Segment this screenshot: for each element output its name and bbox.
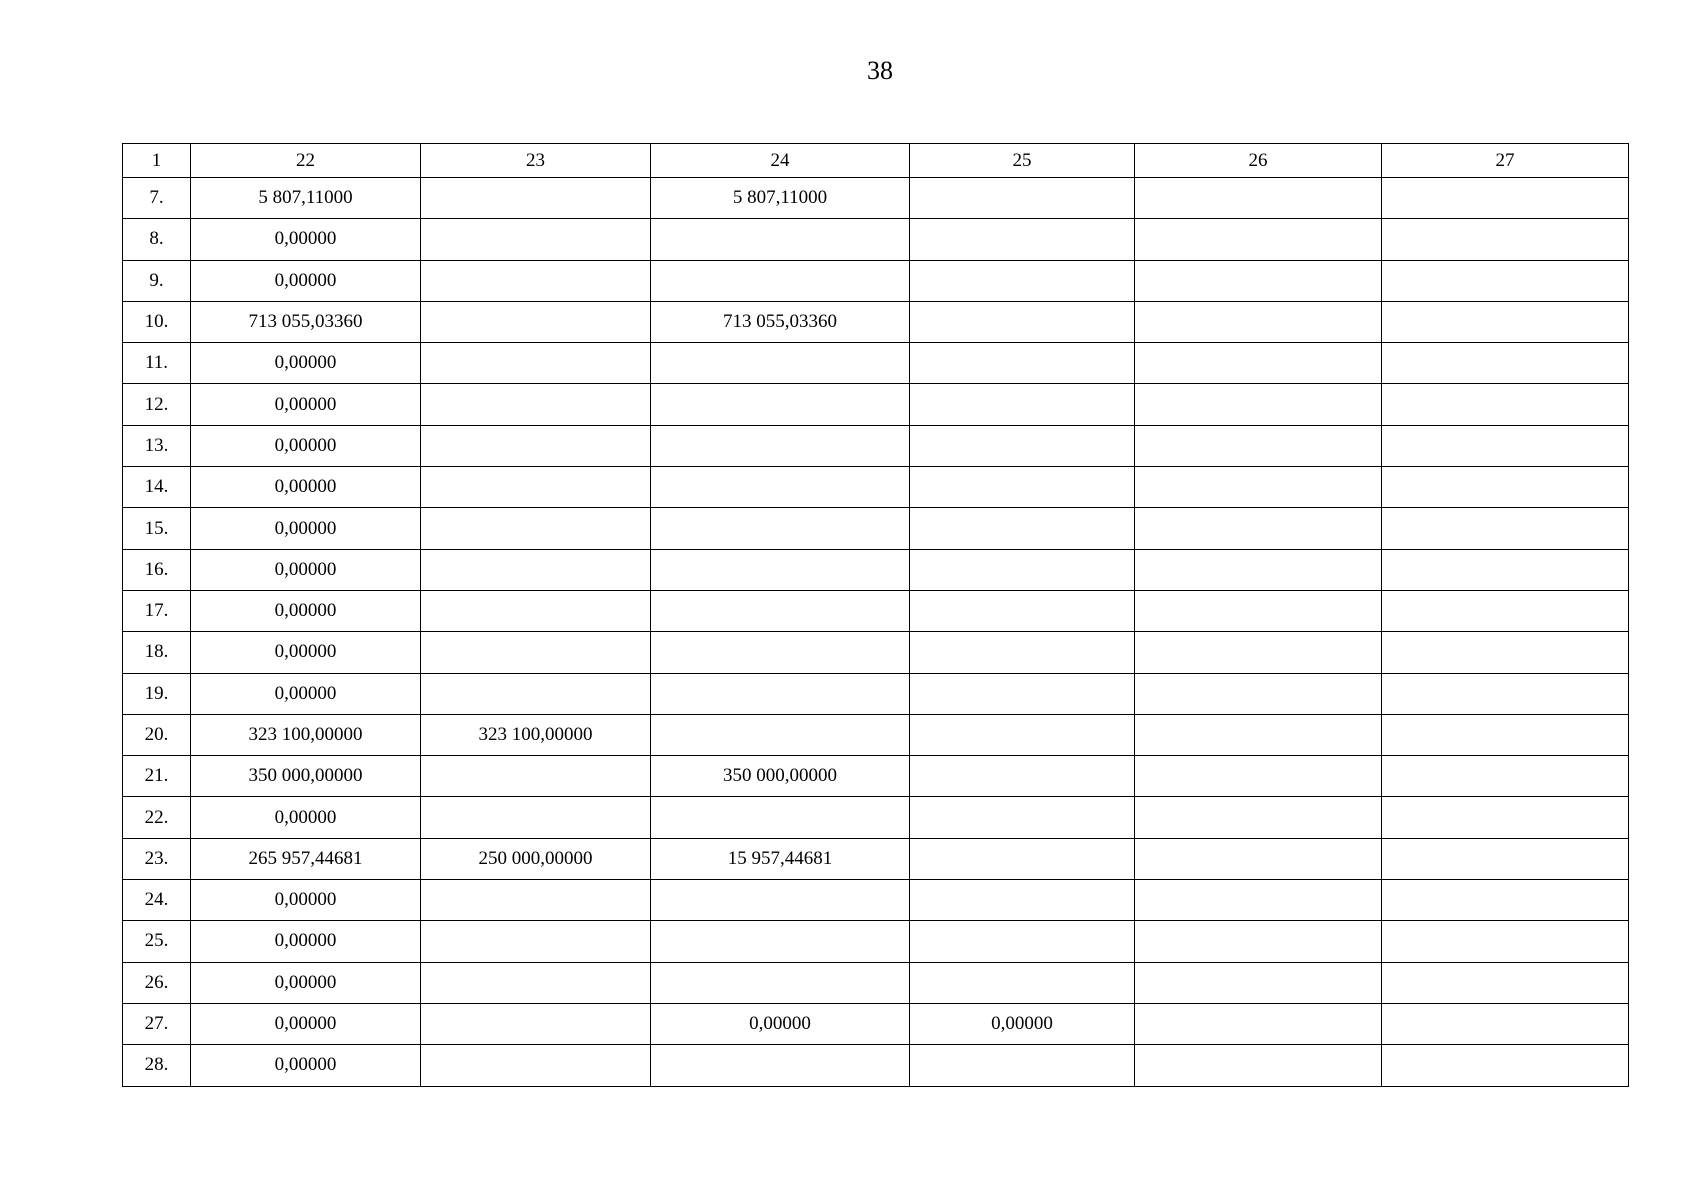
table-cell-col-24 — [651, 921, 910, 962]
table-cell-row-number: 13. — [123, 425, 191, 466]
table-cell-col-22: 323 100,00000 — [191, 714, 421, 755]
table-cell-col-23 — [421, 301, 651, 342]
table-row — [123, 714, 1629, 755]
table-cell-col-26 — [1135, 714, 1382, 755]
table-cell-col-25 — [910, 838, 1135, 879]
table-cell-col-23 — [421, 880, 651, 921]
data-table — [122, 143, 1629, 1087]
table-cell-col-25 — [910, 260, 1135, 301]
table-cell-col-22: 0,00000 — [191, 1003, 421, 1044]
table-cell-col-25 — [910, 219, 1135, 260]
table-cell-col-24 — [651, 714, 910, 755]
table-cell-col-23 — [421, 219, 651, 260]
table-cell-col-27 — [1382, 921, 1629, 962]
table-cell-col-27 — [1382, 838, 1629, 879]
table-cell-row-number: 22. — [123, 797, 191, 838]
table-cell-col-25 — [910, 178, 1135, 219]
table-cell-col-26 — [1135, 1003, 1382, 1044]
table-row — [123, 921, 1629, 962]
table-cell-col-27 — [1382, 549, 1629, 590]
table-row — [123, 632, 1629, 673]
table-cell-col-22: 265 957,44681 — [191, 838, 421, 879]
table-cell-col-22: 713 055,03360 — [191, 301, 421, 342]
table-cell-col-26 — [1135, 219, 1382, 260]
table-cell-row-number: 16. — [123, 549, 191, 590]
table-cell-col-24: 713 055,03360 — [651, 301, 910, 342]
table-cell-col-22: 0,00000 — [191, 797, 421, 838]
table-cell-col-23 — [421, 508, 651, 549]
table-cell-col-27 — [1382, 425, 1629, 466]
table-cell-col-22: 350 000,00000 — [191, 756, 421, 797]
table-cell-row-number: 28. — [123, 1045, 191, 1086]
table-cell-row-number: 19. — [123, 673, 191, 714]
table-cell-col-22: 0,00000 — [191, 921, 421, 962]
table-cell-col-23 — [421, 590, 651, 631]
table-row — [123, 219, 1629, 260]
table-cell-col-24 — [651, 343, 910, 384]
table-cell-col-25 — [910, 301, 1135, 342]
table-cell-col-25 — [910, 1045, 1135, 1086]
table-cell-row-number: 15. — [123, 508, 191, 549]
table-cell-col-22: 0,00000 — [191, 508, 421, 549]
table-row — [123, 384, 1629, 425]
table-cell-col-22: 0,00000 — [191, 962, 421, 1003]
header-cell-col-25: 25 — [910, 144, 1135, 178]
table-row — [123, 343, 1629, 384]
table-cell-col-27 — [1382, 756, 1629, 797]
table-cell-col-23 — [421, 260, 651, 301]
table-cell-col-26 — [1135, 384, 1382, 425]
table-row — [123, 260, 1629, 301]
table-row — [123, 1045, 1629, 1086]
table-cell-col-24 — [651, 590, 910, 631]
table-cell-col-23: 323 100,00000 — [421, 714, 651, 755]
table-cell-col-23 — [421, 343, 651, 384]
table-cell-row-number: 27. — [123, 1003, 191, 1044]
table-cell-col-23 — [421, 467, 651, 508]
table-cell-col-22: 0,00000 — [191, 673, 421, 714]
table-cell-row-number: 17. — [123, 590, 191, 631]
table-cell-col-22: 0,00000 — [191, 1045, 421, 1086]
table-cell-row-number: 24. — [123, 880, 191, 921]
table-cell-col-22: 0,00000 — [191, 590, 421, 631]
table-cell-col-25 — [910, 921, 1135, 962]
table-row — [123, 880, 1629, 921]
table-cell-col-23 — [421, 549, 651, 590]
table-cell-row-number: 25. — [123, 921, 191, 962]
table-cell-col-27 — [1382, 797, 1629, 838]
header-cell-col-23: 23 — [421, 144, 651, 178]
table-cell-col-24: 15 957,44681 — [651, 838, 910, 879]
table-cell-col-26 — [1135, 508, 1382, 549]
table-cell-col-23 — [421, 425, 651, 466]
header-cell-col-27: 27 — [1382, 144, 1629, 178]
table-cell-col-24 — [651, 260, 910, 301]
table-header-row — [123, 144, 1629, 178]
table-cell-col-26 — [1135, 797, 1382, 838]
table-cell-row-number: 18. — [123, 632, 191, 673]
page-number: 38 — [867, 56, 893, 85]
table-cell-col-26 — [1135, 632, 1382, 673]
table-row — [123, 962, 1629, 1003]
table-cell-col-27 — [1382, 467, 1629, 508]
table-cell-col-24 — [651, 384, 910, 425]
table-cell-col-23 — [421, 962, 651, 1003]
table-cell-col-27 — [1382, 632, 1629, 673]
table-cell-col-27 — [1382, 1045, 1629, 1086]
table-cell-col-26 — [1135, 549, 1382, 590]
table-cell-row-number: 26. — [123, 962, 191, 1003]
table-cell-col-27 — [1382, 260, 1629, 301]
table-cell-col-22: 0,00000 — [191, 384, 421, 425]
table-cell-col-25 — [910, 508, 1135, 549]
table-cell-col-25 — [910, 756, 1135, 797]
table-cell-col-26 — [1135, 343, 1382, 384]
table-cell-col-23 — [421, 797, 651, 838]
table-cell-col-24 — [651, 425, 910, 466]
table-cell-col-23: 250 000,00000 — [421, 838, 651, 879]
table-cell-col-22: 0,00000 — [191, 219, 421, 260]
table-cell-col-27 — [1382, 508, 1629, 549]
table-cell-col-22: 0,00000 — [191, 260, 421, 301]
table-cell-col-24 — [651, 673, 910, 714]
table-cell-row-number: 14. — [123, 467, 191, 508]
table-cell-col-25 — [910, 673, 1135, 714]
table-cell-col-23 — [421, 1003, 651, 1044]
table-cell-col-22: 0,00000 — [191, 549, 421, 590]
table-cell-col-26 — [1135, 467, 1382, 508]
table-cell-col-23 — [421, 673, 651, 714]
table-cell-col-25 — [910, 467, 1135, 508]
table-cell-col-27 — [1382, 714, 1629, 755]
table-cell-col-25 — [910, 425, 1135, 466]
table-cell-col-27 — [1382, 343, 1629, 384]
table-cell-col-24: 0,00000 — [651, 1003, 910, 1044]
table-cell-col-25 — [910, 880, 1135, 921]
table-cell-col-25 — [910, 632, 1135, 673]
header-cell-col-26: 26 — [1135, 144, 1382, 178]
table-cell-col-27 — [1382, 880, 1629, 921]
table-cell-col-25: 0,00000 — [910, 1003, 1135, 1044]
table-cell-col-26 — [1135, 880, 1382, 921]
table-cell-col-22: 0,00000 — [191, 425, 421, 466]
table-cell-col-22: 5 807,11000 — [191, 178, 421, 219]
table-cell-col-24 — [651, 632, 910, 673]
table-cell-col-26 — [1135, 962, 1382, 1003]
table-cell-col-26 — [1135, 301, 1382, 342]
table-cell-col-24 — [651, 219, 910, 260]
table-cell-col-24: 350 000,00000 — [651, 756, 910, 797]
table-cell-col-27 — [1382, 301, 1629, 342]
table-cell-col-22: 0,00000 — [191, 467, 421, 508]
table-cell-col-27 — [1382, 673, 1629, 714]
table-cell-col-26 — [1135, 590, 1382, 631]
table-row — [123, 756, 1629, 797]
table-row — [123, 797, 1629, 838]
table-cell-col-27 — [1382, 219, 1629, 260]
table-cell-col-25 — [910, 384, 1135, 425]
table-row — [123, 178, 1629, 219]
header-cell-col-24: 24 — [651, 144, 910, 178]
table-cell-col-23 — [421, 1045, 651, 1086]
table-cell-col-22: 0,00000 — [191, 343, 421, 384]
table-cell-row-number: 9. — [123, 260, 191, 301]
table-cell-col-25 — [910, 714, 1135, 755]
table-cell-col-24 — [651, 508, 910, 549]
table-row — [123, 425, 1629, 466]
table-cell-row-number: 7. — [123, 178, 191, 219]
table-cell-row-number: 20. — [123, 714, 191, 755]
table-row — [123, 549, 1629, 590]
table-cell-col-24 — [651, 1045, 910, 1086]
table-cell-col-26 — [1135, 425, 1382, 466]
header-cell-row-number: 1 — [123, 144, 191, 178]
table-cell-col-23 — [421, 632, 651, 673]
table-cell-col-26 — [1135, 921, 1382, 962]
table-cell-col-26 — [1135, 838, 1382, 879]
table-cell-col-27 — [1382, 962, 1629, 1003]
table-cell-row-number: 10. — [123, 301, 191, 342]
table-cell-col-23 — [421, 756, 651, 797]
table-cell-col-24 — [651, 467, 910, 508]
table-cell-col-24: 5 807,11000 — [651, 178, 910, 219]
table-cell-col-26 — [1135, 756, 1382, 797]
table-cell-col-27 — [1382, 590, 1629, 631]
table-cell-col-26 — [1135, 260, 1382, 301]
table-row — [123, 467, 1629, 508]
table-cell-col-22: 0,00000 — [191, 632, 421, 673]
table-row — [123, 838, 1629, 879]
table-cell-col-27 — [1382, 1003, 1629, 1044]
header-cell-col-22: 22 — [191, 144, 421, 178]
table-row — [123, 590, 1629, 631]
table-cell-col-25 — [910, 962, 1135, 1003]
table-cell-col-23 — [421, 178, 651, 219]
table-row — [123, 301, 1629, 342]
table-cell-col-25 — [910, 590, 1135, 631]
table-cell-col-24 — [651, 797, 910, 838]
table-cell-row-number: 21. — [123, 756, 191, 797]
table-cell-row-number: 11. — [123, 343, 191, 384]
table-cell-col-26 — [1135, 178, 1382, 219]
table-cell-col-27 — [1382, 178, 1629, 219]
table-row — [123, 1003, 1629, 1044]
table-cell-col-24 — [651, 880, 910, 921]
table-cell-col-22: 0,00000 — [191, 880, 421, 921]
table-cell-col-25 — [910, 343, 1135, 384]
table-cell-row-number: 23. — [123, 838, 191, 879]
table-cell-col-23 — [421, 921, 651, 962]
table-cell-col-26 — [1135, 673, 1382, 714]
table-cell-row-number: 8. — [123, 219, 191, 260]
table-cell-col-25 — [910, 797, 1135, 838]
table-body — [123, 144, 1629, 1087]
table-cell-col-27 — [1382, 384, 1629, 425]
table-row — [123, 673, 1629, 714]
table-cell-col-25 — [910, 549, 1135, 590]
table-cell-row-number: 12. — [123, 384, 191, 425]
table-row — [123, 508, 1629, 549]
table-cell-col-24 — [651, 962, 910, 1003]
table-cell-col-24 — [651, 549, 910, 590]
table-cell-col-23 — [421, 384, 651, 425]
table-cell-col-26 — [1135, 1045, 1382, 1086]
